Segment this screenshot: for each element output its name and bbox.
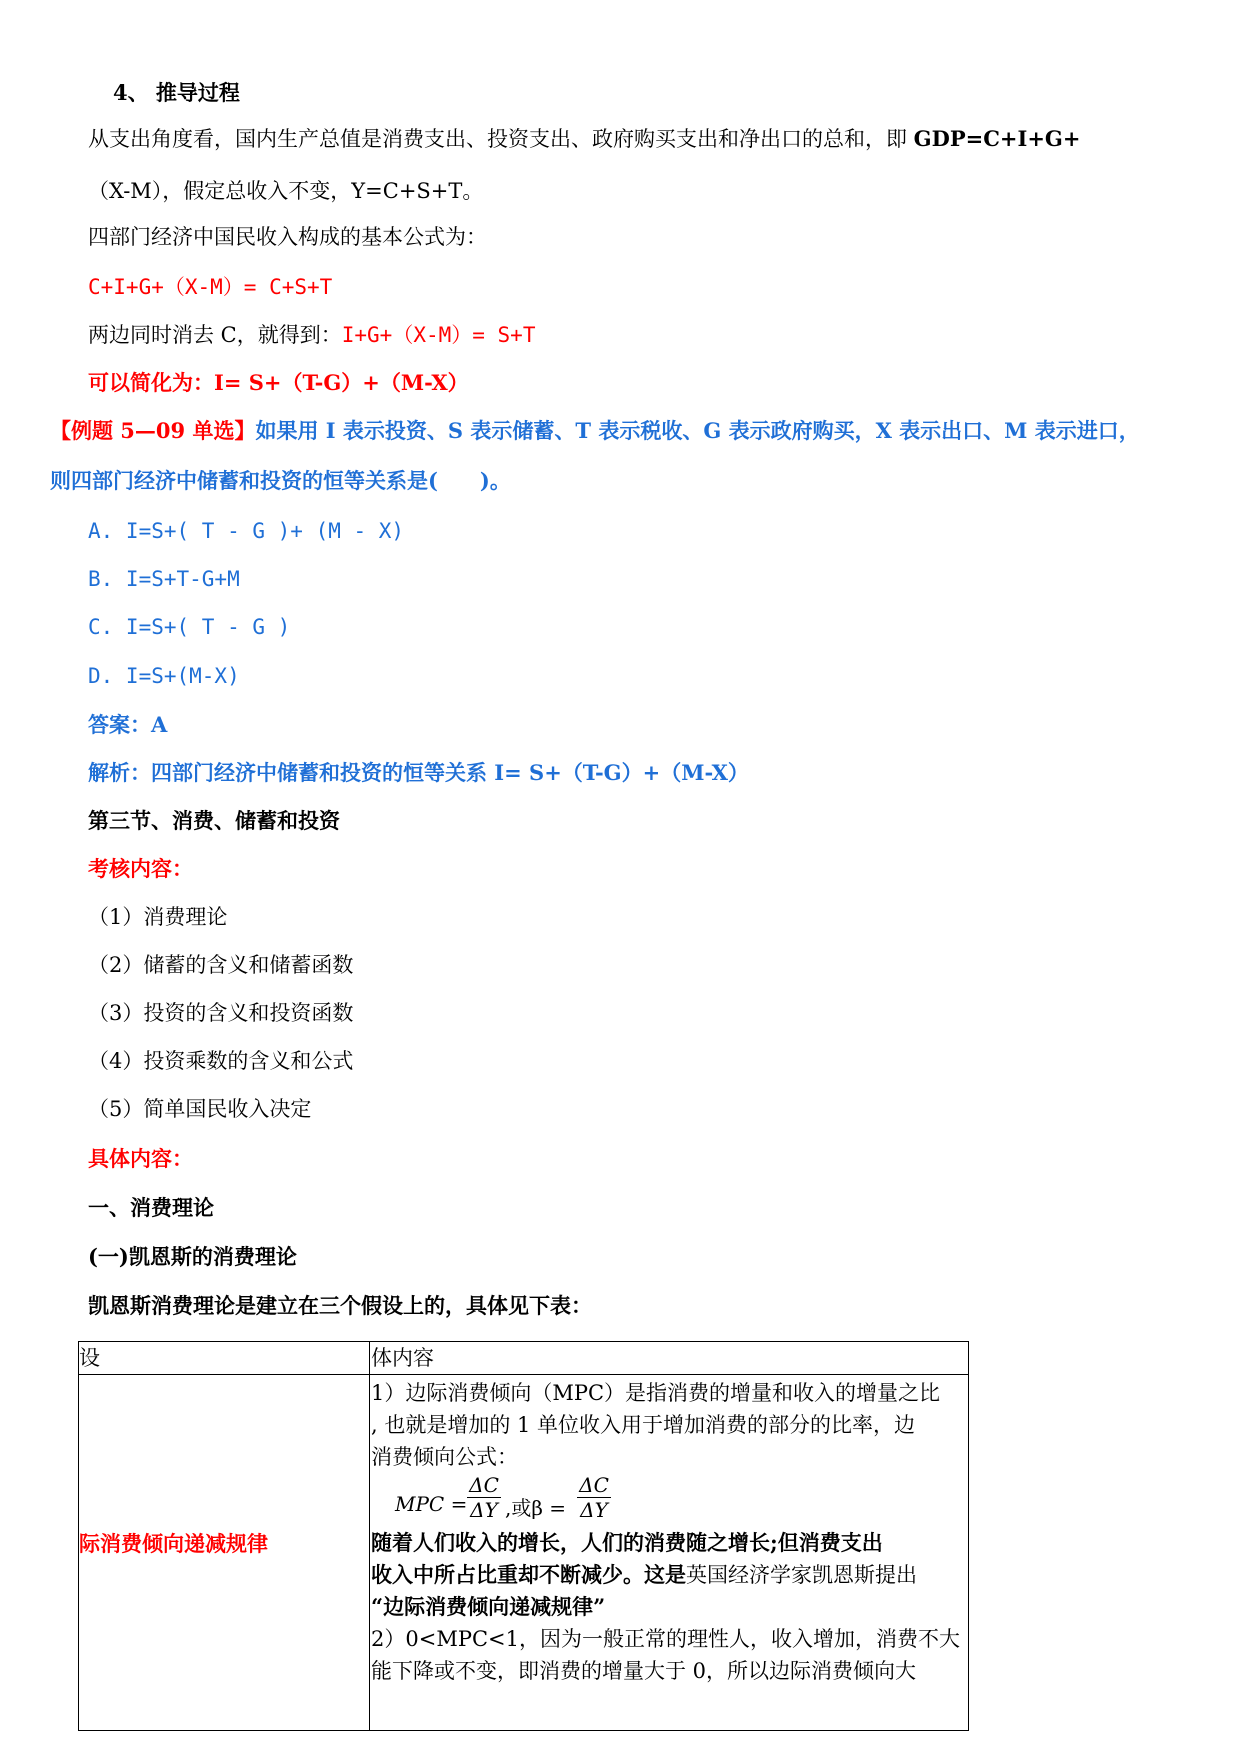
assessment-item: （3）投资的含义和投资函数	[88, 1001, 354, 1025]
table-header-row	[79, 1342, 968, 1375]
derivation-heading: 4、 推导过程	[113, 80, 240, 105]
beta-denominator: ΔY	[580, 1498, 608, 1522]
table-mixed-line	[371, 1560, 917, 1590]
paragraph-gdp-line2: （X-M），假定总收入不变，Y=C+S+T。	[88, 179, 484, 203]
table-bold-line: “边际消费倾向递减规律”	[371, 1594, 606, 1619]
example-question-line1	[50, 416, 1140, 446]
section3-title: 第三节、消费、储蓄和投资	[88, 808, 340, 833]
assessment-item: （2）储蓄的含义和储蓄函数	[88, 953, 354, 977]
table-header-right: 体内容	[371, 1346, 434, 1370]
table-normal-segment: 英国经济学家凯恩斯提出	[686, 1563, 917, 1587]
answer: 答案：A	[88, 712, 168, 737]
option-b: B. I=S+T-G+M	[88, 567, 240, 591]
table-text-line: 1）边际消费倾向（MPC）是指消费的增量和收入的增量之比	[371, 1381, 941, 1405]
option-d: D. I=S+(M-X)	[88, 664, 240, 688]
formula-basic: C+I+G+（X-M）= C+S+T	[88, 275, 333, 299]
eliminate-c-text: 两边同时消去 C，就得到：	[88, 323, 342, 347]
paragraph-gdp-text: 从支出角度看，国内生产总值是消费支出、投资支出、政府购买支出和净出口的总和，即	[88, 127, 914, 151]
mpc-fraction	[467, 1473, 501, 1522]
sub1-title: (一)凯恩斯的消费理论	[88, 1244, 297, 1269]
assessment-item: （5）简单国民收入决定	[88, 1097, 312, 1121]
table-bold-segment: 收入中所占比重却不断减少。这是	[371, 1562, 686, 1587]
paragraph-eliminate-c	[88, 320, 535, 350]
table-text-line: 消费倾向公式：	[371, 1445, 518, 1469]
example-question-text: 如果用 I 表示投资、S 表示储蓄、T 表示税收、G 表示政府购买，X 表示出口、M 表示进口，	[255, 418, 1140, 443]
mpc-denominator: ΔY	[470, 1498, 498, 1522]
table-row-label: 际消费倾向递减规律	[79, 1531, 268, 1556]
content-title: 具体内容：	[88, 1146, 193, 1171]
option-c: C. I=S+( T - G )	[88, 615, 291, 639]
keynes-assumptions-table	[78, 1341, 969, 1731]
table-text-line: , 也就是增加的 1 单位收入用于增加消费的部分的比率，边	[371, 1413, 916, 1437]
example-tag: 【例题 5—09 单选】	[50, 418, 256, 443]
beta-numerator: ΔC	[579, 1473, 609, 1497]
table-text-line: 能下降或不变，即消费的增量大于 0，所以边际消费倾向大	[371, 1659, 917, 1683]
part1-title: 一、消费理论	[88, 1195, 214, 1220]
option-a: A. I=S+( T - G )+ (M - X)	[88, 519, 405, 543]
analysis: 解析：四部门经济中储蓄和投资的恒等关系 I= S+（T-G）+（M-X）	[88, 760, 749, 785]
gdp-formula: GDP=C+I+G+	[913, 126, 1081, 151]
example-question-line2: 则四部门经济中储蓄和投资的恒等关系是( )。	[50, 468, 511, 493]
paragraph-gdp-line1	[88, 124, 1080, 154]
assessment-item: （4）投资乘数的含义和公式	[88, 1049, 354, 1073]
keynes-intro: 凯恩斯消费理论是建立在三个假设上的，具体见下表：	[88, 1293, 592, 1318]
table-column-divider	[369, 1342, 370, 1730]
beta-fraction	[577, 1473, 611, 1522]
table-header-left: 设	[79, 1346, 100, 1370]
assessment-item: （1）消费理论	[88, 905, 228, 929]
simplified-formula: 可以简化为：I= S+（T-G）+（M-X）	[88, 370, 469, 395]
assessment-title: 考核内容：	[88, 856, 193, 881]
paragraph-basic-formula: 四部门经济中国民收入构成的基本公式为：	[88, 225, 487, 249]
mpc-formula-lhs: MPC =	[395, 1492, 468, 1516]
mpc-numerator: ΔC	[469, 1473, 499, 1497]
formula-eliminated: I+G+（X-M）= S+T	[341, 323, 536, 347]
table-bold-line: 随着人们收入的增长，人们的消费随之增长;但消费支出	[371, 1530, 883, 1555]
table-text-line: 2）0<MPC<1，因为一般正常的理性人，收入增加，消费不大	[371, 1627, 960, 1651]
mpc-formula-mid: ,或β =	[505, 1496, 567, 1520]
